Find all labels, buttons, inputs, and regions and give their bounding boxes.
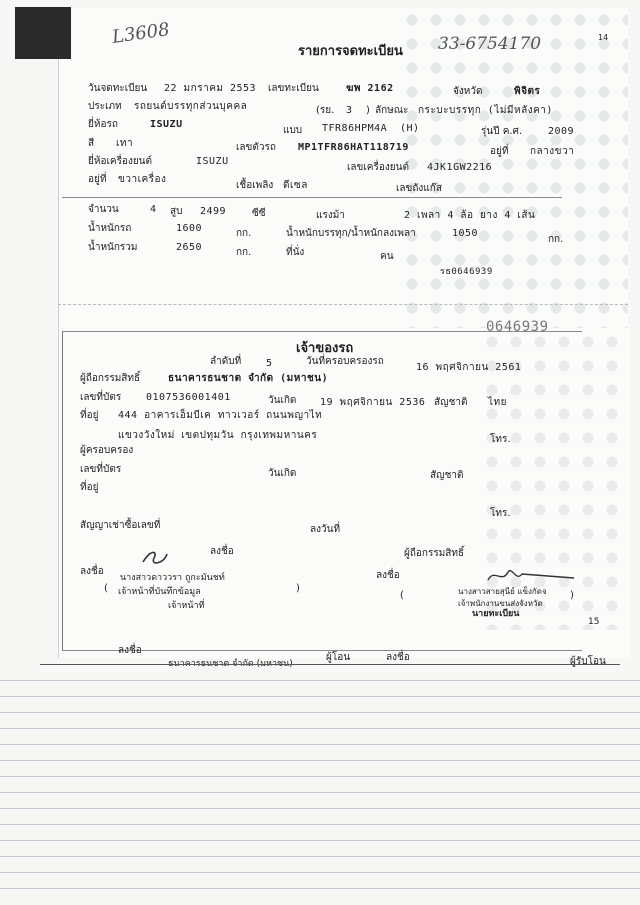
nation: ไทย <box>488 397 507 408</box>
page-mark: 15 <box>588 617 600 627</box>
gross: 2650 <box>176 242 203 253</box>
tel2-label: โทร. <box>490 508 511 519</box>
load: 1050 <box>452 228 479 239</box>
sign-label: ลงชื่อ <box>210 546 234 557</box>
count-label: จำนวน <box>88 204 119 215</box>
addr-line1: 444 อาคารเอ็มบีเค ทาวเวอร์ ถนนพญาไท <box>118 410 323 421</box>
cylinder-unit: สูบ <box>170 206 183 217</box>
chassis-at: กลางขวา <box>530 146 575 157</box>
right-sign-label: ลงชื่อ <box>376 570 400 581</box>
id: 0107536001401 <box>146 392 231 403</box>
left-sign-label: ลงชื่อ <box>80 566 104 577</box>
addr-line2: แขวงวังใหม่ เขตปทุมวัน กรุงเทพมหานคร <box>118 430 318 441</box>
seats-unit: คน <box>380 251 394 262</box>
ruled-line <box>0 712 640 713</box>
engine-no-label: เลขเครื่องยนต์ <box>347 162 409 173</box>
registrar-title: เจ้าพนักงานขนส่งจังหวัด <box>458 599 543 608</box>
ry-close: ) <box>366 105 370 116</box>
ruled-line <box>0 696 640 697</box>
ry-label: (รย. <box>316 105 335 116</box>
ruled-line <box>0 808 640 809</box>
cylinders: 4 <box>150 204 157 215</box>
weight-unit: กก. <box>236 228 252 239</box>
style-label: ลักษณะ <box>375 105 409 116</box>
holder-sign-role: ผู้ถือกรรมสิทธิ์ <box>404 548 465 559</box>
gas-tank-label: เลขถังแก๊ส <box>396 183 442 194</box>
dob: 19 พฤศจิกายน 2536 <box>320 397 426 408</box>
reg-date-label: วันจดทะเบียน <box>88 83 148 94</box>
tel-label: โทร. <box>490 434 511 445</box>
order-label: ลำดับที่ <box>210 356 242 367</box>
redaction-block <box>15 7 71 59</box>
registrar-signature-scribble <box>486 564 576 588</box>
gross-unit: กก. <box>236 247 252 258</box>
doc-number: รธ0646939 <box>440 267 493 277</box>
style: กระบะบรรทุก (ไม่มีหลังคา) <box>418 105 553 116</box>
reg-date: 22 มกราคม 2553 <box>164 83 257 94</box>
chassis-label: เลขตัวรถ <box>236 142 276 153</box>
ruled-line <box>0 680 640 681</box>
footer-rule <box>40 664 620 665</box>
fuel-label: เชื้อเพลิง <box>236 180 274 191</box>
engine-no: 4JK1GW2216 <box>427 162 493 173</box>
load-label: น้ำหนักบรรทุก/น้ำหนักลงเพลา <box>286 228 416 239</box>
torn-number: 0646939 <box>486 319 549 335</box>
nation-label: สัญชาติ <box>434 397 468 408</box>
footer-bank: ธนาคารธนชาต จำกัด (มหาชน) <box>168 659 293 669</box>
ry-value: 3 <box>346 105 353 116</box>
footer-sign2-label: ลงชื่อ <box>386 652 410 663</box>
registrar-role: นายทะเบียน <box>472 609 520 619</box>
plate-label: เลขทะเบียน <box>268 83 319 94</box>
load-unit: กก. <box>548 234 564 245</box>
engine-at: ขวาเครื่อง <box>118 174 167 185</box>
possession-date: 16 พฤศจิกายน 2561 <box>416 362 522 373</box>
addr2-label: ที่อยู่ <box>80 482 99 493</box>
ruled-line <box>0 760 640 761</box>
frame-left <box>62 331 63 651</box>
footer-sign-label: ลงชื่อ <box>118 645 142 656</box>
cc-unit: ซีซี <box>252 208 266 219</box>
type-label: ประเภท <box>88 101 122 112</box>
footer-receiver2-label: ผู้รับโอน <box>570 656 606 667</box>
officer-role2: เจ้าหน้าที่ <box>168 601 205 611</box>
holder: ธนาคารธนชาต จำกัด (มหาชน) <box>168 373 329 384</box>
nation2-label: สัญชาติ <box>430 470 464 481</box>
hp-label: แรงม้า <box>316 210 345 221</box>
divider <box>62 331 582 332</box>
possessor-label: ผู้ครอบครอง <box>80 445 134 456</box>
year: 2009 <box>548 126 575 137</box>
page-title: รายการจดทะเบียน <box>298 44 403 59</box>
left-paren: ( <box>104 583 108 594</box>
ruled-line <box>0 744 640 745</box>
chassis-at-label: อยู่ที่ <box>490 146 509 157</box>
page-number: 14 <box>598 33 609 42</box>
holder-label: ผู้ถือกรรมสิทธิ์ <box>80 373 141 384</box>
contract-date-label: ลงวันที่ <box>310 524 341 535</box>
weight-label: น้ำหนักรถ <box>88 223 132 234</box>
ruled-line <box>0 856 640 857</box>
ruled-line <box>0 888 640 889</box>
type: รถยนต์บรรทุกส่วนบุคคล <box>134 101 248 112</box>
model-suffix: (H) <box>400 123 420 134</box>
ruled-line <box>0 792 640 793</box>
ruled-line <box>0 872 640 873</box>
province-label: จังหวัด <box>453 86 483 97</box>
dob2-label: วันเกิด <box>268 468 297 479</box>
ruled-line <box>0 840 640 841</box>
handwritten-code: L3608 <box>110 19 171 48</box>
engine-brand-label: ยี่ห้อเครื่องยนต์ <box>88 156 153 167</box>
engine-brand: ISUZU <box>196 156 229 167</box>
engine-at-label: อยู่ที่ <box>88 174 107 185</box>
axles: 2 เพลา 4 ล้อ ยาง 4 เส้น <box>404 210 536 221</box>
tear-line <box>58 304 628 305</box>
contract-label: สัญญาเช่าซื้อเลขที่ <box>80 520 161 531</box>
id2-label: เลขที่บัตร <box>80 464 122 475</box>
plate: ฆพ 2162 <box>346 83 394 94</box>
model: TFR86HPM4A <box>322 123 388 134</box>
right-paren-2: ) <box>570 590 574 601</box>
chassis: MP1TFR86HAT118719 <box>298 142 409 153</box>
color-label: สี <box>88 138 95 149</box>
dob-label: วันเกิด <box>268 395 297 406</box>
province: พิจิตร <box>514 86 541 97</box>
ruled-line <box>0 728 640 729</box>
officer-name: นางสาวดาววรา ถูกะมันชท์ <box>120 573 225 583</box>
ruled-line <box>0 776 640 777</box>
handwritten-ref: 33-6754170 <box>438 34 542 54</box>
officer-role1: เจ้าหน้าที่บันทึกข้อมูล <box>118 587 201 597</box>
registrar-name: นางสาวสายสุนีย์ แข็งกัดจ <box>458 587 547 596</box>
model-label: แบบ <box>283 125 303 136</box>
brand-label: ยี่ห้อรถ <box>88 119 118 130</box>
left-paren-2: ( <box>400 590 404 601</box>
gross-label: น้ำหนักรวม <box>88 242 138 253</box>
officer-signature-scribble <box>140 546 170 568</box>
ruled-line <box>0 824 640 825</box>
brand: ISUZU <box>150 119 183 130</box>
section-title: เจ้าของรถ <box>296 341 354 356</box>
divider <box>62 197 562 198</box>
fuel: ดีเซล <box>283 180 308 191</box>
id-label: เลขที่บัตร <box>80 392 122 403</box>
year-label: รุ่นปี ค.ศ. <box>481 126 523 137</box>
color: เทา <box>116 138 134 149</box>
order: 5 <box>266 358 273 369</box>
weight: 1600 <box>176 223 203 234</box>
right-paren: ) <box>296 583 300 594</box>
cc: 2499 <box>200 206 227 217</box>
seats-label: ที่นั่ง <box>286 247 305 258</box>
possession-label: วันที่ครอบครองรถ <box>306 356 384 367</box>
footer-receiver-label: ผู้โอน <box>326 652 351 663</box>
addr-label: ที่อยู่ <box>80 410 99 421</box>
